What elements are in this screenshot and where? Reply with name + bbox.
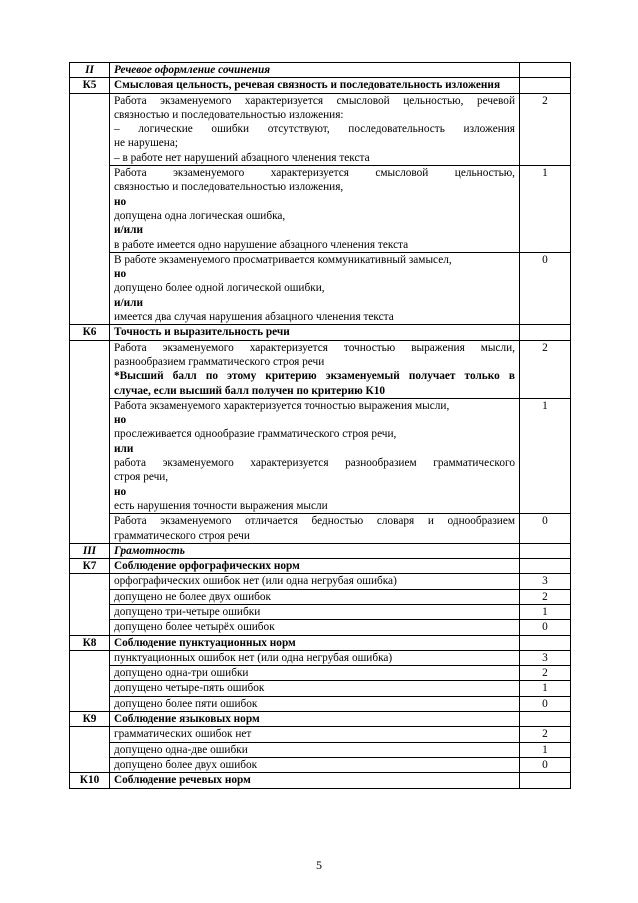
level-score: 1	[520, 742, 571, 757]
empty-score-cell	[520, 559, 571, 574]
criterion-title: Соблюдение речевых норм	[110, 773, 520, 788]
empty-score-cell	[520, 543, 571, 558]
level-line: Работа экзаменуемого характеризуется смысловой цельностью, речевой	[114, 94, 515, 107]
level-description: пунктуационных ошибок нет (или одна негрубая ошибка)	[110, 650, 520, 665]
empty-score-cell	[520, 773, 571, 788]
level-row	[70, 757, 571, 772]
level-row	[70, 340, 571, 398]
criterion-header-row	[70, 78, 571, 93]
level-row	[70, 252, 571, 324]
level-line: В работе экзаменуемого просматривается коммуникативный замысел,	[114, 253, 452, 266]
level-conjunction: или	[114, 442, 134, 455]
criterion-title: Точность и выразительность речи	[110, 325, 520, 340]
level-row	[70, 620, 571, 635]
section-row	[70, 63, 571, 78]
level-line: разнообразием грамматического строя речи	[114, 355, 325, 368]
page-number: 5	[316, 858, 322, 872]
code-spacer-cell	[70, 93, 110, 325]
level-line: Работа экзаменуемого характеризуется смысловой цельностью,	[114, 167, 515, 180]
level-row	[70, 398, 571, 513]
criterion-code: К9	[70, 712, 110, 727]
level-row	[70, 681, 571, 696]
level-score: 2	[520, 93, 571, 165]
level-score: 2	[520, 340, 571, 398]
criterion-title: Соблюдение языковых норм	[110, 712, 520, 727]
level-note: *Высший балл по этому критерию экзаменуемый получает только в	[114, 370, 515, 383]
level-line: связностью и последовательностью изложения:	[114, 108, 344, 121]
level-score: 2	[520, 727, 571, 742]
code-spacer-cell	[70, 650, 110, 711]
level-row	[70, 742, 571, 757]
level-description: допущено более двух ошибок	[110, 757, 520, 772]
level-score: 3	[520, 650, 571, 665]
level-description: допущено три-четыре ошибки	[110, 604, 520, 619]
level-score: 1	[520, 604, 571, 619]
criterion-code: К8	[70, 635, 110, 650]
level-line: Работа экзаменуемого отличается бедностью словаря и однообразием	[114, 515, 515, 528]
criterion-title: Смысловая цельность, речевая связность и последовательность изложения	[110, 78, 520, 93]
level-row	[70, 574, 571, 589]
empty-score-cell	[520, 78, 571, 93]
criterion-code: К10	[70, 773, 110, 788]
level-score: 0	[520, 252, 571, 324]
level-description	[110, 340, 520, 398]
empty-score-cell	[520, 635, 571, 650]
level-row	[70, 514, 571, 544]
level-row	[70, 589, 571, 604]
level-row	[70, 727, 571, 742]
level-line: Работа экзаменуемого характеризуется точностью выражения мысли,	[114, 341, 515, 354]
level-score: 0	[520, 696, 571, 711]
criteria-table	[69, 62, 571, 789]
level-line: грамматического строя речи	[114, 529, 250, 542]
empty-score-cell	[520, 712, 571, 727]
section-title: Грамотность	[110, 543, 520, 558]
criterion-header-row	[70, 773, 571, 788]
level-line: связностью и последовательностью изложения,	[114, 181, 344, 194]
criterion-header-row	[70, 325, 571, 340]
level-line: в работе имеется одно нарушение абзацного членения текста	[114, 238, 409, 251]
level-line: – логические ошибки отсутствуют, последовательность изложения	[114, 123, 515, 136]
level-description	[110, 514, 520, 544]
code-spacer-cell	[70, 727, 110, 773]
level-conjunction: но	[114, 195, 127, 208]
level-line: – в работе нет нарушений абзацного членения текста	[114, 151, 370, 164]
level-score: 0	[520, 620, 571, 635]
criterion-header-row	[70, 559, 571, 574]
level-score: 2	[520, 589, 571, 604]
level-description	[110, 93, 520, 165]
level-line: строя речи,	[114, 471, 169, 484]
section-row	[70, 543, 571, 558]
level-conjunction: но	[114, 485, 127, 498]
level-description: орфографических ошибок нет (или одна негрубая ошибка)	[110, 574, 520, 589]
level-row	[70, 666, 571, 681]
level-score: 2	[520, 666, 571, 681]
empty-score-cell	[520, 63, 571, 78]
level-conjunction: и/или	[114, 224, 144, 237]
level-score: 3	[520, 574, 571, 589]
level-row	[70, 650, 571, 665]
level-conjunction: но	[114, 414, 127, 427]
level-line: работа экзаменуемого характеризуется разнообразием грамматического	[114, 457, 515, 470]
level-line: прослеживается однообразие грамматического строя речи,	[114, 428, 397, 441]
level-description: допущено четыре-пять ошибок	[110, 681, 520, 696]
level-description	[110, 398, 520, 513]
criterion-header-row	[70, 712, 571, 727]
level-conjunction: и/или	[114, 296, 144, 309]
criterion-code: К6	[70, 325, 110, 340]
level-row	[70, 604, 571, 619]
level-description: допущено более четырёх ошибок	[110, 620, 520, 635]
code-spacer-cell	[70, 340, 110, 543]
level-line: не нарушена;	[114, 137, 179, 150]
level-score: 1	[520, 166, 571, 253]
level-note: случае, если высший балл получен по критерию К10	[114, 384, 386, 397]
level-line: Работа экзаменуемого характеризуется точностью выражения мысли,	[114, 399, 450, 412]
level-description	[110, 252, 520, 324]
level-score: 1	[520, 681, 571, 696]
section-code: III	[70, 543, 110, 558]
section-title: Речевое оформление сочинения	[110, 63, 520, 78]
level-score: 1	[520, 398, 571, 513]
level-description: допущено не более двух ошибок	[110, 589, 520, 604]
level-line: допущено более одной логической ошибки,	[114, 282, 325, 295]
level-line: есть нарушения точности выражения мысли	[114, 499, 328, 512]
level-row	[70, 166, 571, 253]
section-code: II	[70, 63, 110, 78]
level-line: имеется два случая нарушения абзацного членения текста	[114, 311, 394, 324]
level-description: допущено одна-три ошибки	[110, 666, 520, 681]
level-score: 0	[520, 514, 571, 544]
empty-score-cell	[520, 325, 571, 340]
level-row	[70, 93, 571, 165]
criterion-title: Соблюдение орфографических норм	[110, 559, 520, 574]
level-description	[110, 166, 520, 253]
level-row	[70, 696, 571, 711]
level-description: допущено одна-две ошибки	[110, 742, 520, 757]
level-description: грамматических ошибок нет	[110, 727, 520, 742]
code-spacer-cell	[70, 574, 110, 635]
criterion-code: К7	[70, 559, 110, 574]
level-score: 0	[520, 757, 571, 772]
criterion-title: Соблюдение пунктуационных норм	[110, 635, 520, 650]
criterion-header-row	[70, 635, 571, 650]
level-description: допущено более пяти ошибок	[110, 696, 520, 711]
criterion-code: К5	[70, 78, 110, 93]
level-conjunction: но	[114, 268, 127, 281]
level-line: допущена одна логическая ошибка,	[114, 209, 286, 222]
